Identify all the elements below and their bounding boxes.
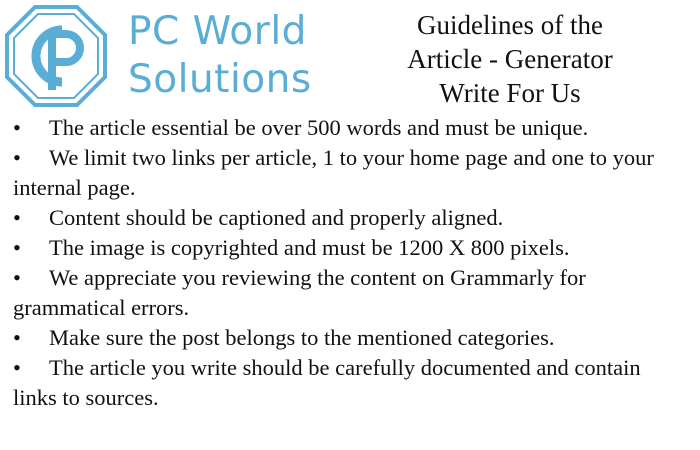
bullet-icon: • — [13, 115, 21, 140]
list-item-text: The image is copyrighted and must be 1200 X 800 pixels. — [49, 235, 570, 260]
bullet-icon: • — [13, 355, 21, 380]
brand-line-1: PC World — [128, 9, 307, 54]
list-item — [13, 233, 688, 263]
list-item — [13, 203, 688, 233]
bullet-icon: • — [13, 205, 21, 230]
list-item — [13, 263, 688, 323]
title-line-3: Write For Us — [439, 78, 581, 108]
list-item-text: We limit two links per article, 1 to your home page and one to your internal page. — [13, 145, 654, 200]
page-title — [380, 8, 640, 110]
brand-name — [128, 9, 312, 102]
list-item-text: Content should be captioned and properly aligned. — [49, 205, 504, 230]
cp-octagon-logo-icon — [4, 4, 108, 108]
list-item-text: The article essential be over 500 words and must be unique. — [49, 115, 589, 140]
list-item-text: The article you write should be carefully documented and contain links to sources. — [13, 355, 641, 410]
bullet-icon: • — [13, 265, 21, 290]
title-line-1: Guidelines of the — [417, 10, 603, 40]
bullet-icon: • — [13, 325, 21, 350]
list-item — [13, 353, 688, 413]
guidelines-list — [13, 113, 688, 413]
title-line-2: Article - Generator — [407, 44, 613, 74]
bullet-icon: • — [13, 235, 21, 260]
bullet-icon: • — [13, 145, 21, 170]
list-item — [13, 323, 688, 353]
list-item — [13, 143, 688, 203]
list-item-text: We appreciate you reviewing the content on Grammarly for grammatical errors. — [13, 265, 586, 320]
list-item — [13, 113, 688, 143]
list-item-text: Make sure the post belongs to the mentioned categories. — [49, 325, 555, 350]
brand-line-2: Solutions — [128, 57, 312, 102]
